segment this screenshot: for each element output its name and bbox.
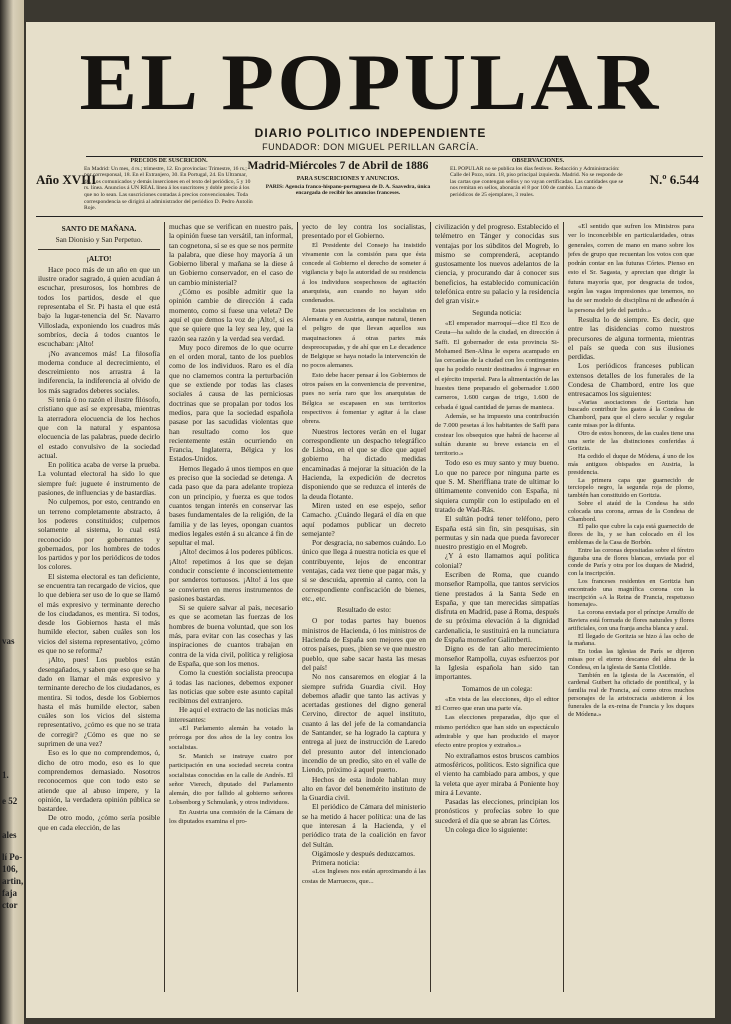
spine-text: faja: [2, 888, 17, 898]
column-rule: [430, 222, 431, 992]
spine-text: ctor: [2, 900, 18, 910]
paragraph: El Presidente del Consejo ha insistido vivamente con la comisión para que ésta concede al Gobierno el derecho de someter á vigilancia y bajo la autoridad de su residencia á los individuos sospechosos de agitación anarquista, aun cuando no hayan sido condenados.: [302, 241, 426, 305]
issue-date: Madrid-Miércoles 7 de Abril de 1886: [247, 160, 429, 172]
paragraph: No culpemos, por esto, centrando en un terreno completamente abstracto, á los poderes constituidos; culpemos solamente al sistema, lo cual está reconocido por gobernantes y gobernados, por los hombres de todos los partidos y por los periódicos de todos los colores.: [38, 497, 160, 572]
paragraph: Hemos llegado á unos tiempos en que es preciso que la sociedad se detenga. A cada paso que da para adelante tropieza con un principio, y fuerza es que todos cuantos tengan interés en conservar las bases fundamentales de la religión, de la familia y de las leyes, opongan cuantos medios legales estén á su alcance á fin de sepultar el mal.: [169, 463, 293, 548]
paragraph: Sr. Manich se instruye cuatro por participación en una sociedad secreta contra socialistas conocidas en la calle de Andrés. El señor Vierech, diputado del Parlamento alemán, dio por fallido al gobierno señores Lobsenborg y Schmulank, y otros individuos.: [169, 752, 293, 807]
section-heading: SANTO DE MAÑANA.: [61, 224, 137, 233]
paragraph: También en la iglesia de la Ascensión, el cardenal Guibert ha oficiado de pontifical, y la familia real de Francia, así como otros muchos personajes de la aristocracia asistieron á los funerales de la ex-reina de Francia y los duques de Módena.»: [568, 671, 694, 718]
paragraph: Nuestros lectores verán en el lugar correspondiente un despacho telegráfico de Lisboa, en el que se dice que aquel gobierno ha dictado medidas encaminadas á mejorar la situación de la Hacienda, la expedición de decretos disponiendo que se reduzca el interés de la deuda flotante.: [302, 426, 426, 501]
paragraph: Los periódicos franceses publican extensos detalles de los funerales de la Condesa de Chambord, entre los que entresacamos los siguientes:: [568, 361, 694, 399]
column-4: [435, 222, 559, 992]
spine-text: e 52: [2, 796, 18, 806]
announcements-text: PARIS: Agencia franco-hispano-portuguesa de D. A. Saavedra, única encargada de recibir los anuncios franceses.: [265, 183, 431, 197]
paragraph: «El emperador marroquí—dice El Eco de Ceuta—ha salido de la ciudad, en dirección á Saffi. El gobernador de esta provincia Si-Mohamed Ben-Alina le espera acampado en las cercanías de la ciudad con los contingentes que ha podido reunir destinados á ingresar en el ejército imperial. Para la alimentación de las huestes tiene preparado el gobernador 1.600 carneros, 1.600 cargas de trigo, 1.600 de cebada é igual cantidad de jarras de manteca.: [435, 319, 559, 411]
founder-line: FUNDADOR: DON MIGUEL PERILLAN GARCÍA.: [262, 142, 479, 152]
paragraph: «Los Ingleses nos están aproximando á las costas de Marruecos, que...: [302, 868, 426, 885]
paragraph: El sultán podrá tener teléfono, pero España está sin fin, sin pesquisas, sin permutas y sin nada que pueda favorecer nuestro prestigio en el Mogreb.: [435, 514, 559, 552]
column-rule: [297, 222, 298, 992]
paragraph: Pasadas las elecciones, principian los pronósticos y profecías sobre lo que sucederá el día que se abran las Córtes.: [435, 797, 559, 825]
newspaper-subtitle: DIARIO POLITICO INDEPENDIENTE: [254, 126, 487, 140]
paragraph: Tomamos de un colega:: [461, 683, 533, 693]
paragraph: ¡No avancemos más! La filosofía moderna conduce al decrecimiento, el descreimiento nos arrastra á la indiferencia, la indiferencia al olvido de los más sagrados deberes sociales.: [38, 348, 160, 395]
paragraph: Esto debe hacer pensar á los Gobiernos de otros países en la conveniencia de prevenirse, pues no sería raro que los anarquistas de Bélgica se escapasen en sus territorios respectivos á fomentar y agitar á la clase obrera.: [302, 371, 426, 426]
paragraph: No extrañamos estos bruscos cambios atmosféricos, políticos. Esto significa que el viento ha cambiado para ambos, y que la veleta que ayer miraba á Poniente hoy mira á Levante.: [435, 750, 559, 797]
column-1: [38, 222, 160, 992]
paragraph: El palio que cubre la caja está guarnecido de flores de lis, y se han colocado en él los emblemas de la Casa de Borbón.: [568, 523, 694, 546]
column-2: [169, 222, 293, 992]
paragraph: En Austria una comisión de la Cámara de los diputados examina el pro-: [169, 808, 293, 825]
divider: [38, 249, 160, 250]
column-3: [302, 222, 426, 992]
paragraph: Si se quiere salvar al país, necesario es que se acometan las fuerzas de los hombres de buena voluntad, que son los más, para evitar con las cosechas y las inspiraciones de cuantos trabajan en contra de la vida civil, política y religiosa de España, que son los menos.: [169, 603, 293, 668]
paragraph: Las elecciones preparadas, dijo que el mismo periódico que han sido un espectáculo admirable y que han producido el mayor efecto entre propios y extraños.»: [435, 714, 559, 750]
paragraph: Resulta lo de siempre. Es decir, que entre las disidencias como nuestros precursores de alguna tormenta, mientras el país se queda con sus ilusiones perdidas.: [568, 314, 694, 362]
paragraph: Hechos de esta índole hablan muy alto en favor del benemérito instituto de la Guardia civil.: [302, 774, 426, 803]
announcements-title: PARA SUSCRICIONES Y ANUNCIOS.: [296, 176, 400, 182]
observations-text: EL POPULAR no se publica los días festivos. Redacción y Administración: Calle del Pozo, núm. 18, piso principal izquierda. Madrid. No se responde de las cartas que contengan sellos y no vayan certificadas. Las cantidades que se nos remitan en sellos, abonarán el 8 por 100 de cambio. La mano de periódicos de 25 ejemplares, 3 reales.: [450, 165, 624, 198]
paragraph: De otro modo, ¿cómo sería posible que en cada elección, de las: [38, 813, 160, 832]
spine-text: vas: [2, 636, 15, 646]
header-rule-top: [86, 156, 703, 157]
paragraph: En política acaba de verse la prueba. La voluntad electoral ha sido lo que siempre fué: juguete é instrumento de pasiones, de influencias y de bastardías.: [38, 460, 160, 498]
newspaper-title: EL POPULAR: [79, 39, 662, 127]
paragraph: El sistema electoral es tan deficiente, se encuentra tan recargado de vicios, que lo que debiera ser uso de lo que se llamó el más expresivo y terminante derecho de los ciudadanos, es mentira. Si todos, desde los Gobiernos hasta el más humilde elector, saben cuáles son los vicios del sistema representativo, ¿cómo es que no se reforma?: [38, 571, 160, 656]
paragraph: Digno es de tan alto merecimiento monseñor Rampolla, cuyas esfuerzos por la Iglesia española han sido tan importantes.: [435, 644, 559, 682]
paragraph: Si tenía ó no razón el ilustre filósofo, cristiano que así se expresaba, mientras la aterradora elocuencia de los hechos que con la natural y espantosa elocuencia de las palabras, puede decirlo el estado convulsivo de la sociedad actual.: [38, 395, 160, 460]
paragraph: Además, se ha impuesto una contribución de 7.000 pesetas á los habitantes de Saffi para costear los obsequios que habrá de hacerse al sultán durante su breve estancia en el territorio.»: [435, 412, 559, 458]
paragraph: Resultado de esto:: [336, 605, 392, 615]
column-rule: [164, 222, 165, 992]
observations-title: OBSERVACIONES.: [511, 158, 565, 164]
paragraph: civilización y del progreso. Establecido el telémetro en Tánger y conocidas sus ventajas por los súbditos del Mogreb, lo mismo se comprenderá, aceptando gustosamente los nuevos adelantos de la ciencia, y procurando dar á conocer sus beneficios, ha establecido comunicación telefónica entre su palacio y la residencia del gran visir.»: [435, 222, 559, 306]
observations-box: [450, 158, 626, 214]
paragraph: Ha cedido el duque de Módena, á uno de los más antiguos obispados en Austria, la presidencia.: [568, 453, 694, 476]
newspaper-page: [26, 22, 715, 1018]
paragraph: Entre las coronas depositadas sobre el féretro figuraba una de flores blancas, enviada por el conde de París y otra por los duques de Madrid, con la inscripción.: [568, 546, 694, 578]
issue-number: N.º 6.544: [649, 172, 699, 187]
paragraph: Escriben de Roma, que cuando monseñor Rampolla, que tantos servicios tiene prestados á la Santa Sede en España, y que tan merecidas simpatías disfruta en Madrid, pase á Roma, después de su próxima elevación á la dignidad cardenalicia, le sustituirá en la nunciatura de España monseñor Galimberti.: [435, 569, 559, 645]
paragraph: El periódico de Cámara del ministerio se ha metido á hacer política: una de las que interesan á la Hacienda, y el periódico trata de la coalición en favor del Sultán.: [302, 802, 426, 849]
paragraph: «Varias asociaciones de Goritzia han buscado contribuir los gastos á la Condesa de Chambord, para que el clero secular y regular cante misas por la difunta.: [568, 398, 694, 430]
paragraph: Estas persecuciones de los socialistas en Alemania y en Austria, aunque natural, tienen el peligro de que llevan aquellos sus maquinaciones á otras partes más despreocupadas, y de ahí que en Le decadence de Belgique se haya notado la intervención de no pocos alemanes.: [302, 306, 426, 370]
subscription-box: [84, 158, 254, 214]
subscription-title: PRECIOS DE SUSCRICION.: [130, 158, 208, 164]
article-heading: ¡ALTO!: [86, 253, 112, 263]
paragraph: Primera noticia:: [312, 858, 360, 868]
paragraph: Segunda noticia:: [472, 307, 522, 317]
paragraph: «El Parlamento alemán ha votado la prórroga por dos años de la ley contra los socialistas.: [169, 725, 293, 751]
paragraph: Miren usted en ese espejo, señor Camacho. ¿Cuándo llegará el día en que aquí podamos publicar un decreto semejante?: [302, 500, 426, 538]
spine-text: lí Po-: [2, 852, 23, 862]
subscription-text: En Madrid: Un mes, 4 rs.; trimestre, 12. En provincias: Trimestre, 16 rs.; por corresponsal, 18. En el Extranjero, 30. En Portugal, 24. En Ultramar, 40. Los comunicados y demás inserciones en el texto del periódico, 5 y 10 rs. línea. Anuncios á UN REAL línea á los suscritores y doble precio á los que no lo sean. Las suscriciones contadas á precios convencionales. Toda correspondencia se dirigirá al administrador del periódico D. Pedro Antolín Roje.: [84, 165, 253, 212]
paragraph: ¡Alto! decimos á los poderes públicos. ¡Alto! repetimos á los que se dejan conducir consciente é inconscientemente por senderos tortuosos. ¡Alto! á los que se convierten en meros instrumentos de pasiones bastardas.: [169, 547, 293, 603]
paragraph: ¿Cómo es posible admitir que la opinión cambie de dirección á cada momento, como si fuese una veleta? De aquí el que demos la voz de ¡Alto!, si es que se quiere que la ley sea ley, que la razón sea razón y la verdad sea verdad.: [169, 287, 293, 343]
paragraph: muchas que se verifican en nuestro país, la opinión fuese tan versátil, tan informal, tan cognetona, sí se es que se nos permite la palabra, que diese hoy mayoría á un Gobierno liberal y mañana se la diese á un Gobierno conservador, en el caso de un cambio ministerial?: [169, 222, 293, 287]
paragraph: Los franceses residentes en Goritzia han encontrado una magnífica corona con la inscripción «A la Reina de Francia, respetuoso homenaje».: [568, 577, 694, 609]
spine-text: ales: [2, 830, 17, 840]
paragraph: yecto de ley contra los socialistas, presentado por el Gobierno.: [302, 222, 426, 241]
column-5: [568, 222, 694, 992]
paragraph: Un colega dice lo siguiente:: [445, 825, 528, 834]
paragraph: En todas las iglesias de París se dijeron misas por el eterno descanso del alma de la Condesa, en la iglesia de Santa Clotilde.: [568, 648, 694, 671]
paragraph: El llegado de Goritzia se hizo á las ocho de la mañana.: [568, 632, 694, 648]
paragraph: ¿Y á esto llamamos aquí política colonial?: [435, 551, 559, 570]
paragraph: ¡Alto, pues! Los pueblos están desengañados, y saben que eso que se ha dado en llamar el más expresivo y terminante derecho de los ciudadanos, es mentira. Si todos, desde los Gobiernos hasta el más humilde elector, saben cuáles son los vicios del sistema representativo, ¿cómo es que no se trata de corregir? ¿Cómo es que no se suprimen de una vez?: [38, 655, 160, 749]
spine-text: 1.: [2, 770, 9, 780]
paragraph: «El sentido que sufren los Ministros para ver lo inconcebible en particularidades, otras generales, corren de mano en mano sobre los jefes de grupo que recuentan los votos con que podrán contar en las futuras Córtes. Pienso en esto el Sr. Sagasta, y aprecian que dirigir la futura mayoría que, por desgracia de todos, según las vagas impresiones que tenemos, no ha de ser modelo de disciplina ni de adhesión á la persona del jefe del partido.»: [568, 223, 694, 314]
spine-text: 106,: [2, 864, 18, 874]
header-rule-bottom: [36, 216, 703, 217]
paragraph: Como la cuestión socialista preocupa á todas las naciones, debemos exponer las noticias que sobre este asunto capital recibimos del extranjero.: [169, 668, 293, 706]
paragraph: La primera capa que guarnecido de terciopelo negro, la segunda roja de plomo, también han constituido en Goritzia.: [568, 476, 694, 500]
paragraph: Hace poco más de un año en que un ilustre orador sagrado, á quien acudían á escuchar, presurosos, los hombres de todos los partidos, desde el que representaba el Sr. Pi hasta el que está bajo la lugar-tenencia del Sr. Navarro Villoslada, exponiendo los cuadros más sombríos, decía á todos cuantos le escuchaban: ¡Alto!: [38, 264, 160, 349]
column-rule: [563, 222, 564, 992]
saints-line: San Dionisio y San Perpetuo.: [55, 235, 143, 245]
paragraph: Otro de estos honores, de las cuales tiene una una serie de las distinciones conferidas á Goritzia.: [568, 429, 694, 453]
paragraph: O por todas partes hay buenos ministros de Hacienda, ó los ministros de Hacienda de España son mejores que en otros países, pues, ¡bien se ve que nuestro pueblo, que sabe sacar hasta las mesas del país!: [302, 616, 426, 672]
paragraph: Por desgracia, no sabemos cuándo. Lo único que llega á nuestra noticia es que el contribuyente, lejos de encontrar ventajas, cada vez tiene que pagar más, y si se descuida, apremio al canto, con la correspondiente confiscación de bienes, etc., etc.: [302, 538, 426, 603]
paragraph: Eso es lo que no comprendemos, ó, dicho de otro modo, eso es lo que comprendemos demasiado. Nosotros reconocemos que con todo esto se atiende que al abuso impere, y la opinión, la verdadera opinión pública se bastardee.: [38, 748, 160, 814]
paragraph: He aquí el extracto de las noticias más interesantes:: [169, 705, 293, 724]
year-label: Año XVIII: [36, 172, 97, 187]
binding-spine: [0, 0, 24, 1024]
paragraph: Sobre el ataúd de la Condesa ha sido colocada una corona, armas de la Condesa de Chambord.: [568, 500, 694, 523]
paragraph: No nos cansaremos en elogiar á la siempre sufrida Guardia civil. Hoy debemos añadir que tanto las activas y acertadas gestiones del digno general Cervino, director de aquel instituto, cuanto á las del jefe de la comandancia de Santander, se ha logrado la captura y entrega al juez de instrucción de Laredo del presunto autor del intencionado incendio de un predio, sito en el valle de Liendo, próximo á aquel puerto.: [302, 672, 426, 775]
paragraph: La corona enviada por el príncipe Arnulfo de Baviera está formada de flores naturales y flores artificiales, con una franja ancha blanca y azul.: [568, 609, 694, 632]
paragraph: «En vista de las elecciones, dijo el editor El Correo que eran una parte vía.: [435, 695, 559, 713]
paragraph: Todo eso es muy santo y muy bueno. Lo que no parece por ninguna parte es que S. M. Sheriffiana trate de ultimar lo últimamente convenido con España, ni siquiera cumplir con lo estipulado en el tratado de Wad-Rás.: [435, 458, 559, 514]
spine-text: artin,: [2, 876, 24, 886]
paragraph: Oigámosle y después deduzcamos.: [312, 848, 416, 858]
paragraph: Muy poco diremos de lo que ocurre en el orden moral, tanto de los pueblos como de los individuos. Raro es el día que no clamemos contra la perturbación que se extiende por todas las clases sociales á causa de las perniciosas doctrinas que se propalan por todos los medios, para que la sociedad española pasase por las sacudidas violentas que han resultado como los que recientemente están ocurriendo en Francia, Inglaterra, Bélgica y los Estados-Unidos.: [169, 342, 293, 464]
